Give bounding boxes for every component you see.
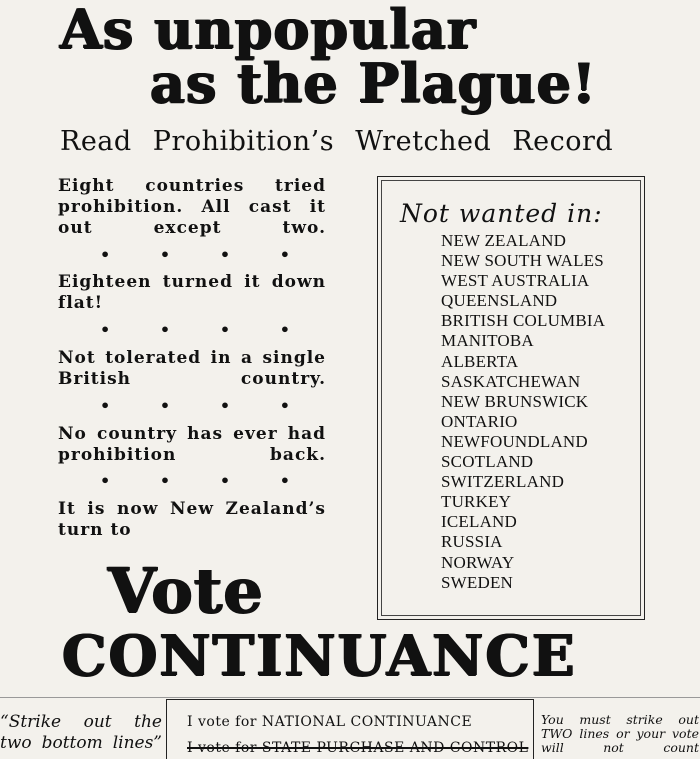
dot-icon: • <box>219 396 231 415</box>
headline-line-2: as the Plague! <box>150 51 597 115</box>
dot-icon: • <box>159 396 171 415</box>
fact-paragraph: No country has ever had prohibition back. <box>58 424 326 465</box>
dot-icon: • <box>100 320 111 339</box>
country-item: QUEENSLAND <box>441 291 558 311</box>
vote-heading: Vote <box>108 554 264 627</box>
dot-icon: • <box>219 471 231 490</box>
strike-instruction-quote: “Strike out the two bottom lines” <box>0 712 162 753</box>
dot-icon: • <box>279 471 290 490</box>
country-item: ONTARIO <box>441 411 518 431</box>
dot-icon: • <box>100 396 111 415</box>
dot-icon: • <box>100 245 111 264</box>
dot-icon: • <box>159 320 171 339</box>
separator-dots <box>100 320 290 339</box>
sample-ballot <box>166 699 534 759</box>
country-item: SCOTLAND <box>441 452 534 472</box>
dot-icon: • <box>219 320 231 339</box>
fact-paragraph: Eight countries tried prohibition. All cast it out except two. <box>58 176 326 238</box>
dot-icon: • <box>159 245 171 264</box>
country-list <box>441 231 605 593</box>
country-item: SASKATCHEWAN <box>441 371 581 391</box>
dot-icon: • <box>219 245 231 264</box>
separator-dots <box>100 396 290 415</box>
box-title: Not wanted in: <box>400 199 603 228</box>
headline-line-1: As unpopular <box>60 0 477 61</box>
country-item: SWITZERLAND <box>441 472 565 492</box>
country-item: BRITISH COLUMBIA <box>441 311 606 331</box>
separator-dots <box>100 471 290 490</box>
fact-paragraph: Eighteen turned it down flat! <box>58 272 326 313</box>
ballot-option-continuance: I vote for NATIONAL CONTINUANCE <box>187 714 473 730</box>
country-item: RUSSIA <box>441 532 503 552</box>
dot-icon: • <box>279 396 290 415</box>
country-item: TURKEY <box>441 492 512 512</box>
country-item: MANITOBA <box>441 331 534 351</box>
country-item: ICELAND <box>441 512 517 532</box>
country-item: NORWAY <box>441 552 515 572</box>
dot-icon: • <box>159 471 171 490</box>
dot-icon: • <box>279 245 290 264</box>
divider <box>0 697 700 698</box>
dot-icon: • <box>100 471 111 490</box>
not-wanted-box <box>377 176 645 620</box>
subheading: Read Prohibition’s Wretched Record <box>60 126 614 157</box>
country-item: NEWFOUNDLAND <box>441 431 588 451</box>
separator-dots <box>100 245 290 264</box>
continuance-heading: CONTINUANCE <box>62 623 577 689</box>
fact-paragraph: Not tolerated in a single British country. <box>58 348 326 389</box>
dot-icon: • <box>279 320 290 339</box>
voting-rule-note: You must strike out TWO lines or your vote will not count <box>541 712 699 755</box>
country-item: NEW SOUTH WALES <box>441 251 604 271</box>
country-item: NEW BRUNSWICK <box>441 391 589 411</box>
country-item: SWEDEN <box>441 572 514 592</box>
country-item: NEW ZEALAND <box>441 231 567 250</box>
fact-paragraph: It is now New Zealand’s turn to <box>58 499 326 540</box>
country-item: WEST AUSTRALIA <box>441 271 590 291</box>
country-item: ALBERTA <box>441 351 519 371</box>
ballot-option-state-purchase: I vote for STATE PURCHASE AND CONTROL <box>187 740 529 756</box>
